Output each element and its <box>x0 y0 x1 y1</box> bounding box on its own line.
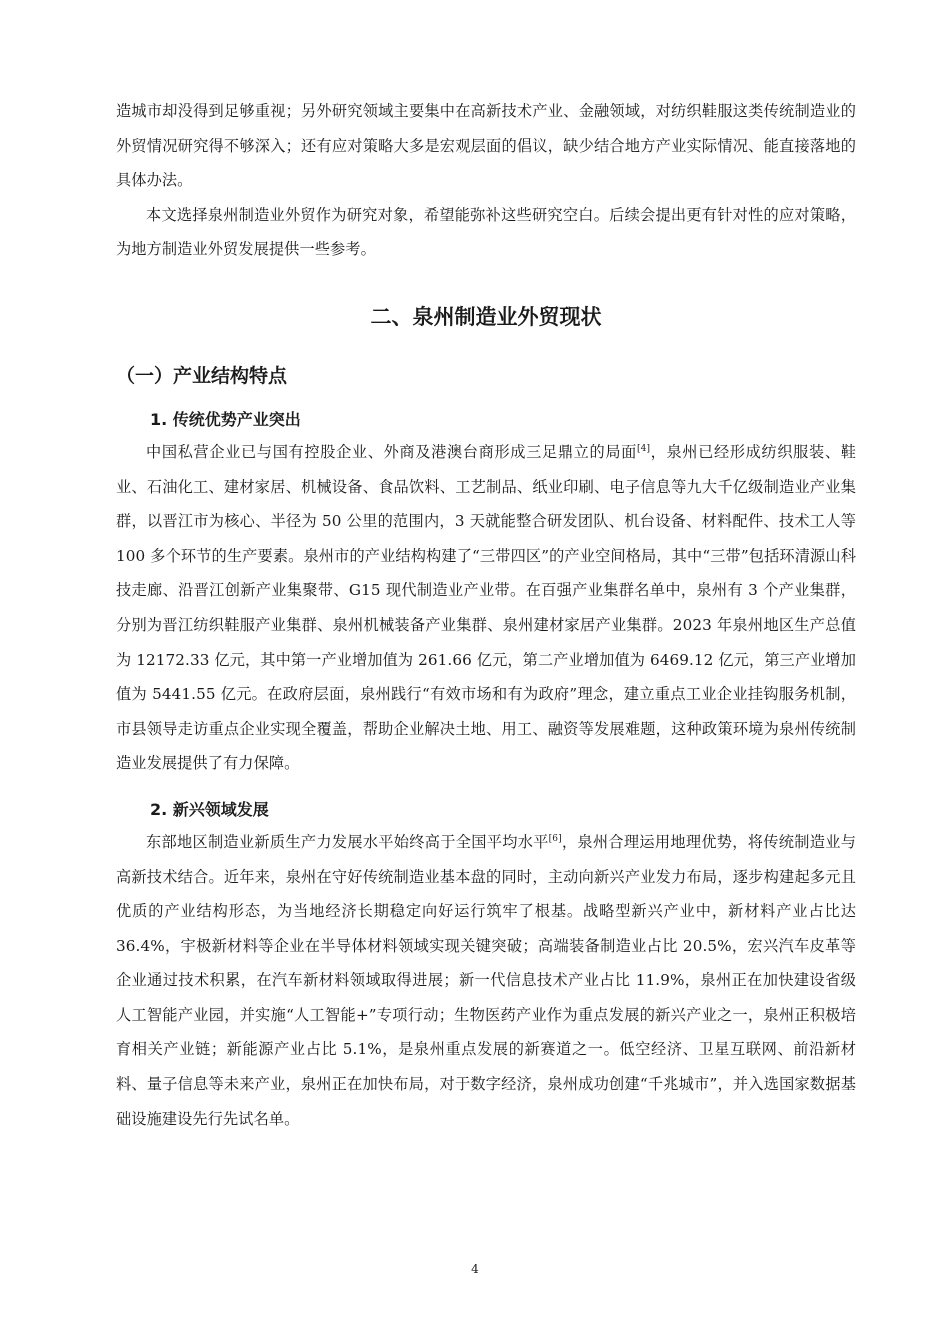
paragraph-text: 东部地区制造业新质生产力发展水平始终高于全国平均水平 <box>146 832 549 851</box>
citation-marker[interactable]: [4] <box>637 443 651 454</box>
section-heading: 二、泉州制造业外贸现状 <box>370 304 602 329</box>
page-content <box>116 94 856 1136</box>
subsection-heading: （一）产业结构特点 <box>116 364 288 387</box>
paragraph-emerging-fields <box>116 825 856 1136</box>
paragraph-traditional-industries <box>116 435 856 781</box>
page-number: 4 <box>471 1262 479 1276</box>
item-heading-traditional-industries: 1. 传统优势产业突出 <box>150 409 301 429</box>
paragraph-text: 中国私营企业已与国有控股企业、外商及港澳台商形成三足鼎立的局面 <box>146 442 638 461</box>
paragraph-text: ，泉州合理运用地理优势，将传统制造业与高新技术结合。近年来，泉州在守好传统制造业基本盘的同时，主动向新兴产业发力布局，逐步构建起多元且优质的产业结构形态，为当地经济长期稳定向好运行筑牢了根基。战略型新兴产业中，新材料产业占比达 36.4%，宇极新材料等企业在半导体材料领域实现关键突破；高端装备制造业占比 20.5%，宏兴汽车皮革等企业通过技术积累，在汽车新材料领域取得进展；新一代信息技术产业占比 11.9%，泉州正在加快建设省级人工智能产业园，并实施“人工智能+”专项行动；生物医药产业作为重点发展的新兴产业之一，泉州正积极培育相关产业链；新能源产业占比 5.1%，是泉州重点发展的新赛道之一。低空经济、卫星互联网、前沿新材料、量子信息等未来产业，泉州正在加快布局，对于数字经济，泉州成功创建“千兆城市”，并入选国家数据基础设施建设先行先试名单。 <box>116 832 856 1128</box>
item-heading-emerging-fields: 2. 新兴领域发展 <box>150 799 269 819</box>
paragraph-text: ，泉州已经形成纺织服装、鞋业、石油化工、建材家居、机械设备、食品饮料、工艺制品、纸业印刷、电子信息等九大千亿级制造业产业集群，以晋江市为核心、半径为 50 公里的范围内，3 天就能整合研发团队、机台设备、材料配件、技术工人等 100 多个环节的生产要素。泉州市的产业结构构建了“三带四区”的产业空间格局，其中“三带”包括环清源山科技走廊、沿晋江创新产业集聚带、G15 现代制造业产业带。在百强产业集群名单中，泉州有 3 个产业集群，分别为晋江纺织鞋服产业集群、泉州机械装备产业集群、泉州建材家居产业集群。2023 年泉州地区生产总值为 12172.33 亿元，其中第一产业增加值为 261.66 亿元，第二产业增加值为 6469.12 亿元，第三产业增加值为 5441.55 亿元。在政府层面，泉州践行“有效市场和有为政府”理念，建立重点工业企业挂钩服务机制，市县领导走访重点企业实现全覆盖，帮助企业解决土地、用工、融资等发展难题，这种政策环境为泉州传统制造业发展提供了有力保障。 <box>116 442 856 773</box>
paragraph-intro-continuation: 造城市却没得到足够重视；另外研究领域主要集中在高新技术产业、金融领域，对纺织鞋服这类传统制造业的外贸情况研究得不够深入；还有应对策略大多是宏观层面的倡议，缺少结合地方产业实际情况、能直接落地的具体办法。 <box>116 102 856 190</box>
paragraph-intro-purpose: 本文选择泉州制造业外贸作为研究对象，希望能弥补这些研究空白。后续会提出更有针对性的应对策略，为地方制造业外贸发展提供一些参考。 <box>116 205 856 259</box>
citation-marker[interactable]: [6] <box>548 833 562 844</box>
